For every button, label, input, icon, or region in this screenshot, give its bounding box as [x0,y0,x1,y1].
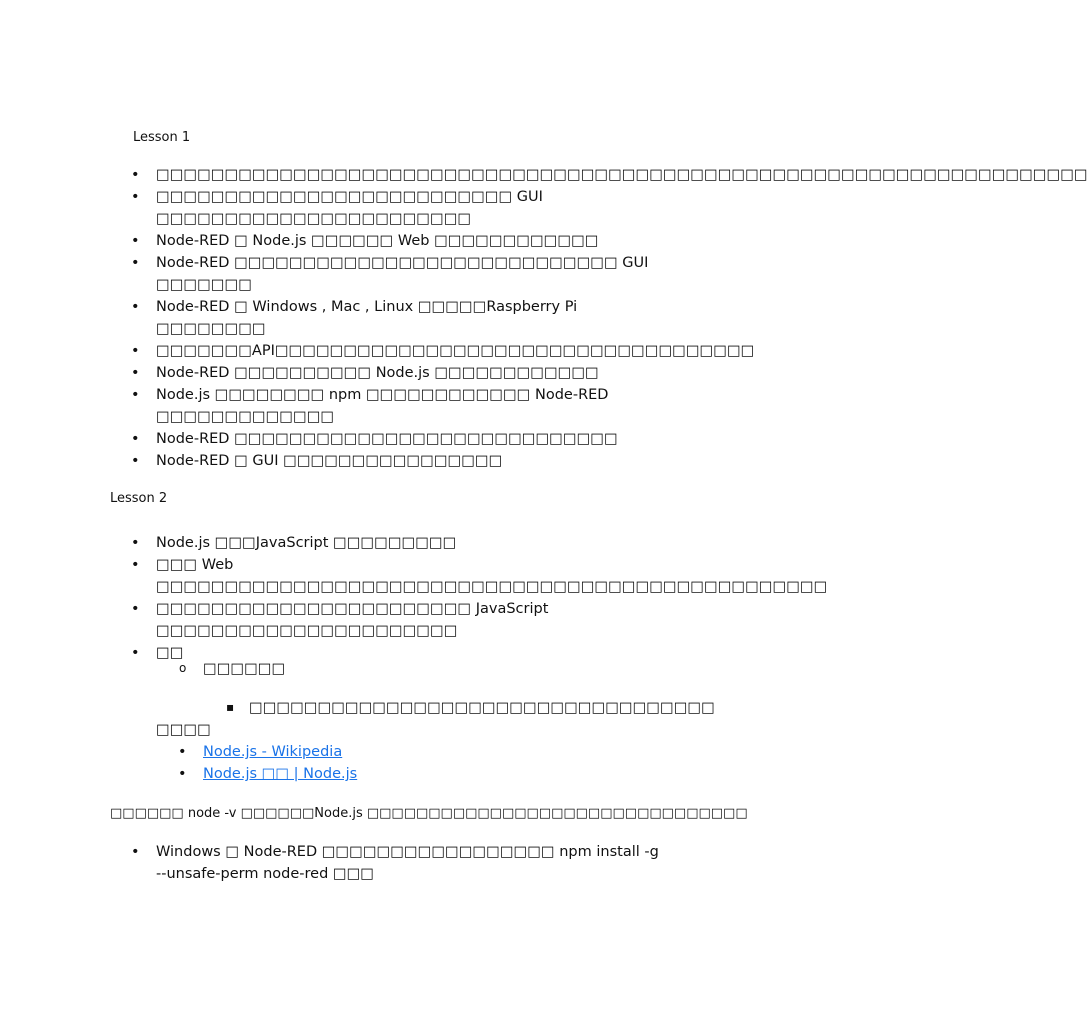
version-check-note: □□□□□□ node -v □□□□□□Node.js □□□□□□□□□□□□□□□□□□□□□□□□□□□□□□□ [110,806,748,821]
list-item [203,763,623,785]
lesson2-bullet-list [156,532,828,664]
list-item: • Node-RED □□□□□□□□□□ Node.js □□□□□□□□□□□□ [156,362,666,384]
list-item: • Node-RED □□□□□□□□□□□□□□□□□□□□□□□□□□□□ [156,428,666,450]
lesson1-bullet-list [156,164,1088,472]
references-label: □□□□ [156,722,211,738]
list-item: • □□ [156,642,666,664]
lesson2-sub-list [203,658,663,680]
list-item: • Node-RED □ GUI □□□□□□□□□□□□□□□□ [156,450,666,472]
reference-link-list [203,741,623,785]
lesson2-sub-sub-list [249,697,715,719]
list-item: ▪ □□□□□□□□□□□□□□□□□□□□□□□□□□□□□□□□□□ [249,697,669,719]
list-item: • □□□□□□□API□□□□□□□□□□□□□□□□□□□□□□□□□□□□□□□□□□□ [156,340,666,362]
list-item: • Node-RED □ Windows , Mac , Linux □□□□□Raspberry Pi □□□□□□□□ [156,296,666,340]
list-item: • □□□□□□□□□□□□□□□□□□□□□□□□□□ GUI □□□□□□□□□□□□□□□□□□□□□□□ [156,186,666,230]
list-item [203,741,623,763]
lesson2-heading: Lesson 2 [110,491,168,506]
link-nodejs-wikipedia[interactable]: Node.js - Wikipedia [203,744,343,760]
list-item: • Node-RED □□□□□□□□□□□□□□□□□□□□□□□□□□□□ GUI □□□□□□□ [156,252,666,296]
link-nodejs-official[interactable]: Node.js □□ | Node.js [203,766,358,782]
list-item: • Windows □ Node-RED □□□□□□□□□□□□□□□□□ npm install -g --unsafe-perm node-red □□□ [156,841,661,885]
list-item: • □□□ Web □□□□□□□□□□□□□□□□□□□□□□□□□□□□□□□□□□□□□□□□□□□□□□□□□ [156,554,666,598]
list-item: • Node.js □□□JavaScript □□□□□□□□□ [156,532,666,554]
list-item: • Node-RED □ Node.js □□□□□□ Web □□□□□□□□□□□□ [156,230,666,252]
list-item: • □□□□□□□□□□□□□□□□□□□□□□□ JavaScript □□□□□□□□□□□□□□□□□□□□□□ [156,598,666,642]
list-item: • □□□□□□□□□□□□□□□□□□□□□□□□□□□□□□□□□□□□□□□□□□□□□□□□□□□□□□□□□□□□□□□□□□□□ [156,164,666,186]
install-bullet-list [156,841,661,885]
lesson1-heading: Lesson 1 [133,130,191,145]
list-item: o □□□□□□ [203,658,663,680]
list-item: • Node.js □□□□□□□□ npm □□□□□□□□□□□□ Node-RED □□□□□□□□□□□□□ [156,384,666,428]
